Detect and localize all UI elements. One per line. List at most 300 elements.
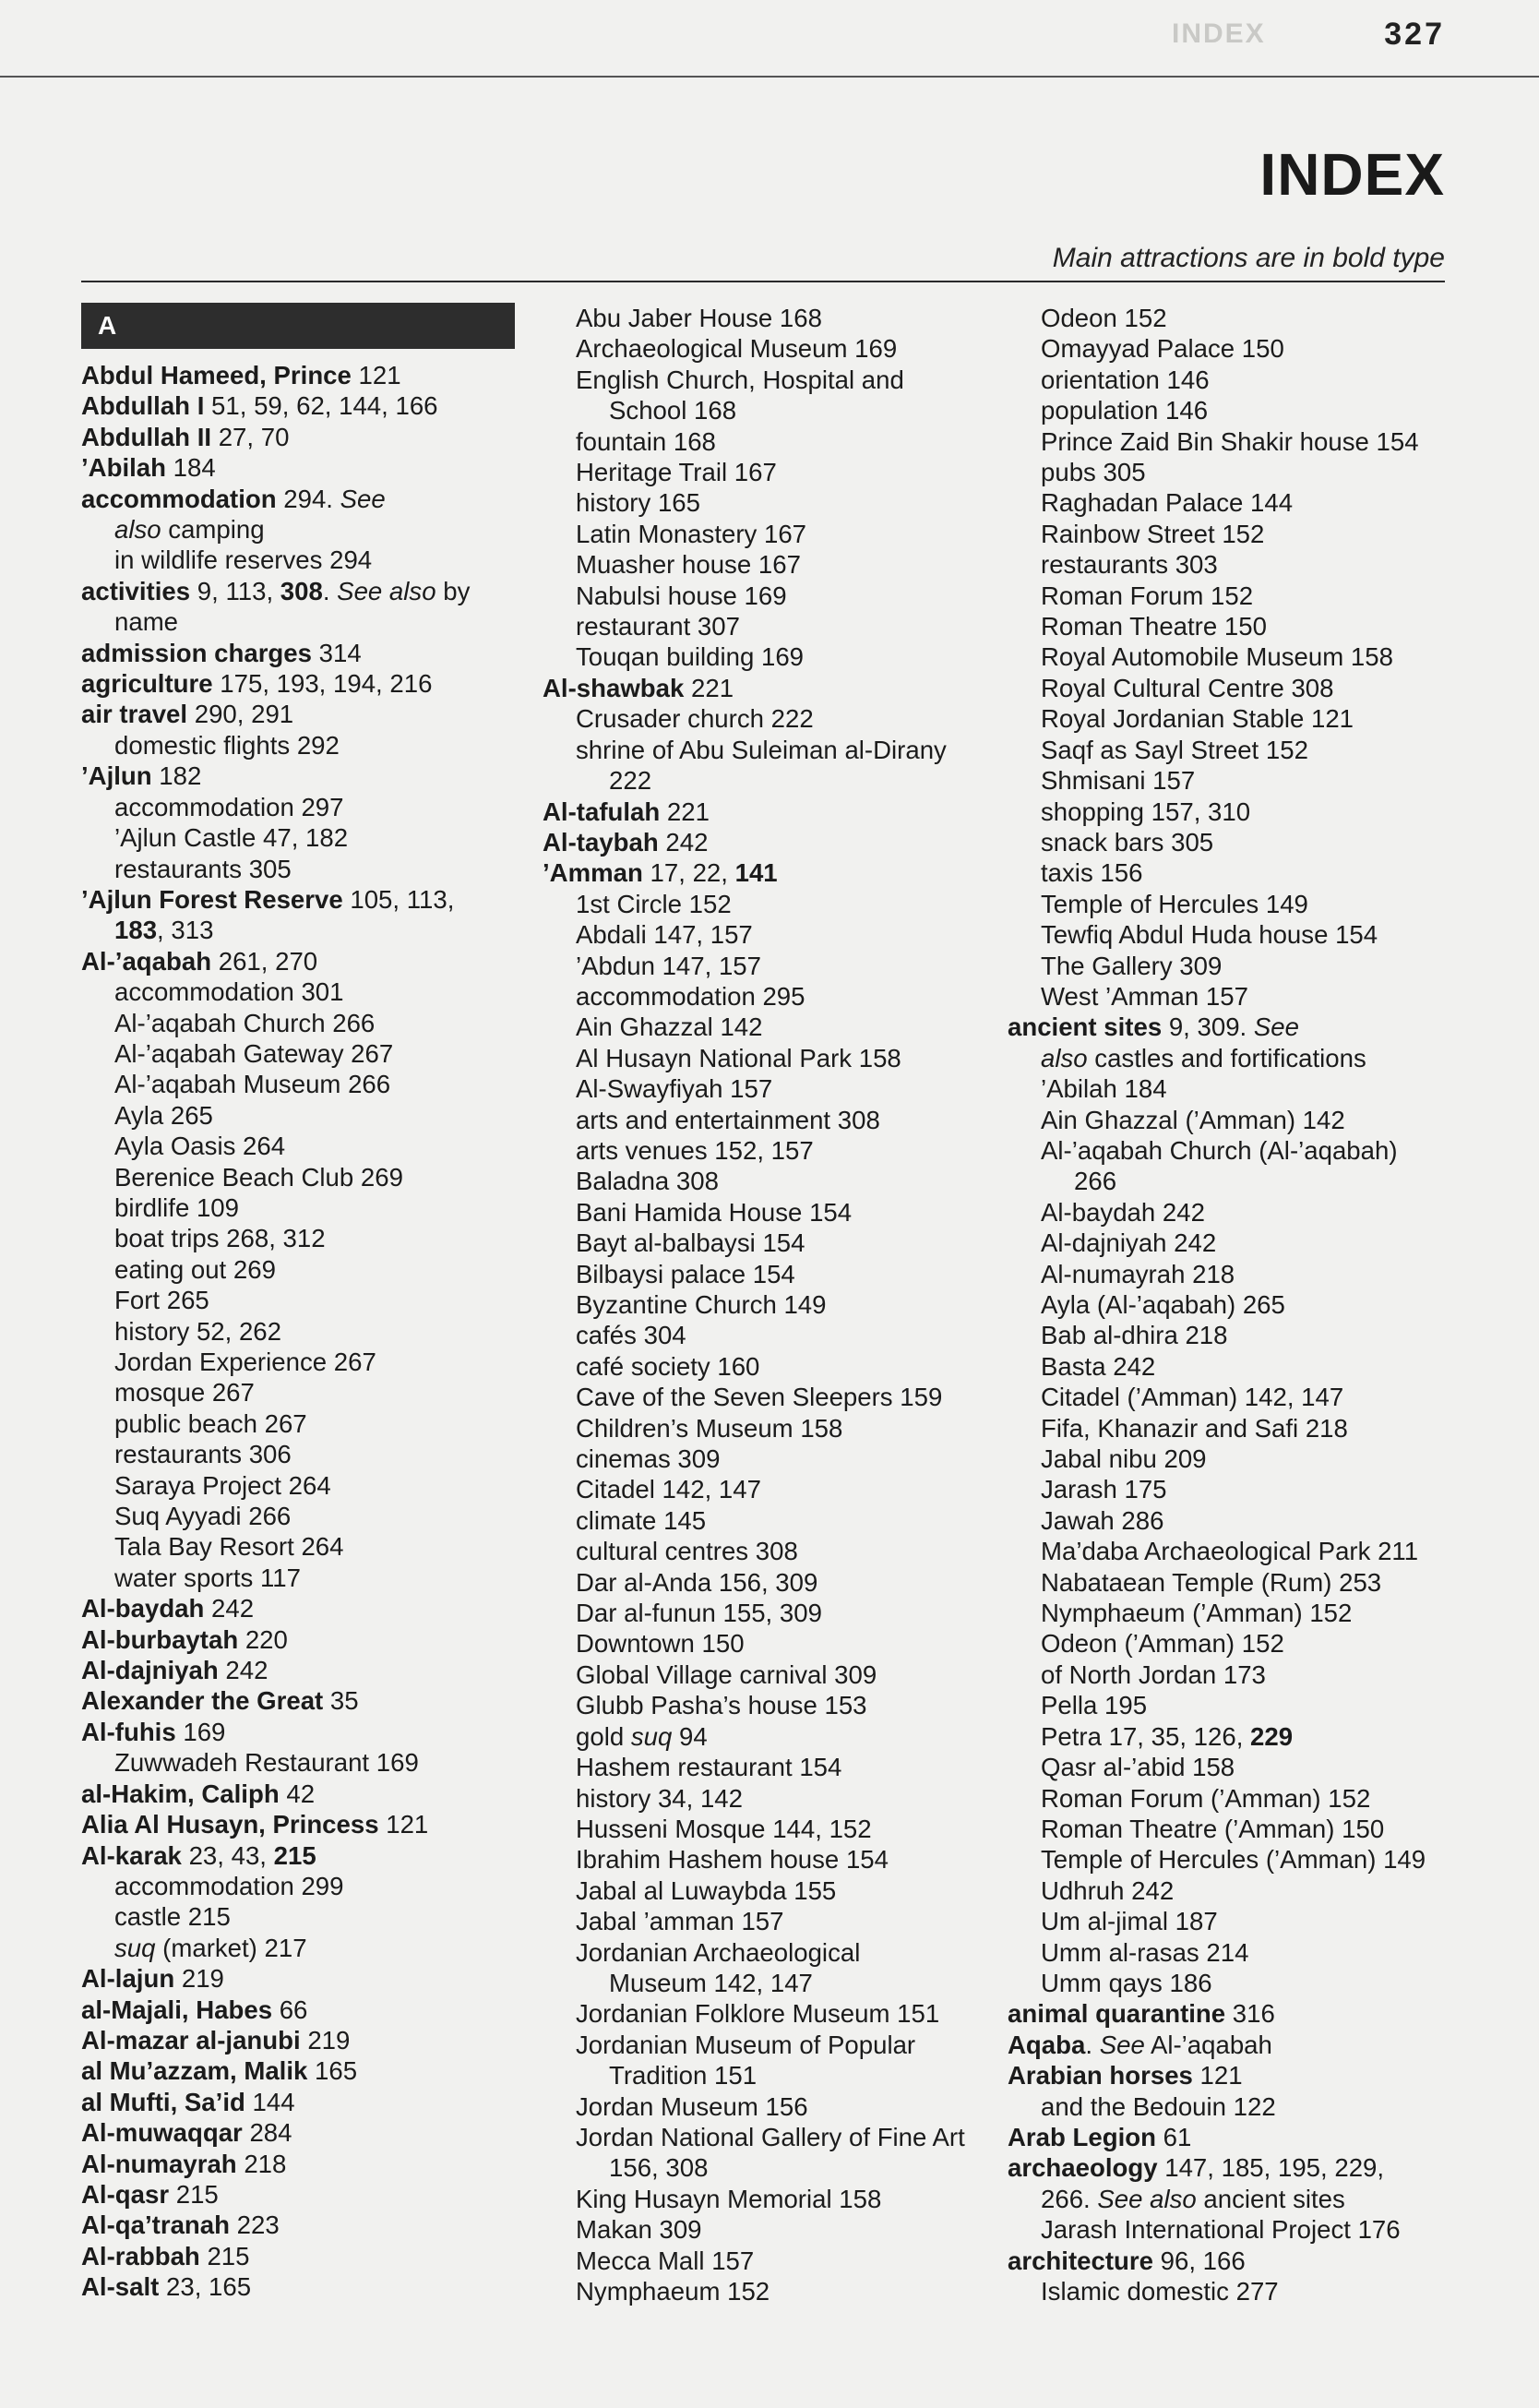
index-entry: [81, 1840, 515, 1871]
entry-text: Nymphaeum 152: [576, 2277, 770, 2306]
entry-text: Ayla 265: [114, 1100, 213, 1130]
entry-text: 147, 185, 195, 229,: [1157, 2153, 1385, 2183]
index-subentry: [1008, 765, 1450, 796]
entry-text: 314: [311, 638, 362, 667]
index-subentry: [81, 730, 515, 761]
entry-text: name: [114, 607, 179, 637]
index-subentry: [543, 426, 1004, 457]
main-page-ref: 141: [734, 858, 778, 888]
entry-text: Children’s Museum 158: [576, 1413, 843, 1443]
index-entry: [81, 484, 515, 514]
entry-text: , 313: [157, 916, 214, 945]
entry-text: Royal Jordanian Stable 121: [1041, 704, 1354, 734]
entry-text: Ain Ghazzal 142: [576, 1012, 763, 1042]
index-entry: [543, 827, 1004, 857]
entry-text: 221: [684, 673, 734, 702]
entry-text: Roman Theatre 150: [1041, 612, 1267, 641]
index-entry: [81, 668, 515, 699]
index-subentry: [543, 2246, 1004, 2276]
entry-text: 105, 113,: [342, 884, 455, 914]
italic-text: See: [340, 484, 386, 513]
index-subentry: [543, 1505, 1004, 1536]
index-subentry: [543, 611, 1004, 641]
entry-term: Al-qasr: [81, 2179, 170, 2209]
entry-text: The Gallery 309: [1041, 951, 1223, 980]
entry-text: Nabulsi house 169: [576, 581, 787, 610]
entry-text: Omayyad Palace 150: [1041, 334, 1284, 364]
entry-text: 27, 70: [211, 422, 290, 451]
entry-text: Jordanian Museum of Popular: [576, 2030, 916, 2059]
entry-text: camping: [161, 515, 265, 545]
index-subentry: [543, 2091, 1004, 2122]
index-subentry-continuation: [543, 2152, 1004, 2183]
index-subentry: [543, 2214, 1004, 2245]
index-entry: [81, 1593, 515, 1623]
index-subentry: [81, 976, 515, 1007]
index-subentry: [543, 919, 1004, 950]
entry-text: Roman Forum 152: [1041, 581, 1254, 610]
index-entry: [1008, 2152, 1450, 2183]
entry-text: 23, 165: [159, 2272, 252, 2302]
index-subentry: [543, 1351, 1004, 1382]
entry-text: Jabal ’amman 157: [576, 1907, 784, 1936]
entry-text: Roman Forum (’Amman) 152: [1041, 1783, 1371, 1813]
entry-text: Global Village carnival 309: [576, 1659, 877, 1689]
entry-text: Mecca Mall 157: [576, 2246, 755, 2275]
entry-term: al-Hakim, Caliph: [81, 1779, 280, 1808]
entry-text: 51, 59, 62, 144, 166: [204, 391, 438, 421]
index-subentry: [81, 545, 515, 575]
index-subentry: [1008, 641, 1450, 672]
entry-term: air travel: [81, 700, 188, 729]
index-subentry: [543, 333, 1004, 364]
entry-text: 156, 308: [609, 2153, 709, 2183]
entry-text: 222: [609, 766, 652, 796]
index-entry: [1008, 2060, 1450, 2091]
entry-text: castle 215: [114, 1902, 231, 1932]
index-subentry: [1008, 673, 1450, 703]
entry-text: 121: [1192, 2061, 1243, 2091]
entry-text: water sports 117: [114, 1563, 301, 1592]
top-header-bar: [0, 0, 1539, 78]
index-entry: [81, 1995, 515, 2025]
index-subentry: [543, 1721, 1004, 1752]
index-entry: [81, 1809, 515, 1839]
index-entry: [81, 2055, 515, 2086]
entry-text: Glubb Pasha’s house 153: [576, 1691, 867, 1720]
index-entry: [81, 2241, 515, 2271]
index-entry: [81, 360, 515, 390]
entry-text: 96, 166: [1152, 2246, 1246, 2275]
index-subentry: [1008, 426, 1450, 457]
index-subentry: [1008, 1259, 1450, 1289]
index-subentry: [1008, 1536, 1450, 1566]
index-entry: [81, 884, 515, 915]
entry-text: population 146: [1041, 396, 1209, 425]
entry-text: Al-dajniyah 242: [1041, 1228, 1217, 1258]
entry-text: restaurants 306: [114, 1440, 292, 1469]
italic-text: also: [114, 515, 161, 545]
entry-text: accommodation 301: [114, 977, 344, 1007]
entry-text: Al-’aqabah Gateway 267: [114, 1038, 394, 1068]
entry-text: ’Abdun 147, 157: [576, 951, 761, 980]
entry-term: Arabian horses: [1008, 2061, 1193, 2091]
index-subentry: [81, 1162, 515, 1192]
entry-text: in wildlife reserves 294: [114, 545, 373, 575]
entry-text: Jordanian Folklore Museum 151: [576, 1999, 940, 2029]
entry-text: Al-’aqabah Church (Al-’aqabah): [1041, 1135, 1398, 1165]
entry-text: Saqf as Sayl Street 152: [1041, 735, 1308, 764]
entry-text: 94: [672, 1721, 708, 1751]
entry-term: Abdullah II: [81, 422, 212, 451]
entry-text: 219: [174, 1964, 224, 1994]
entry-text: 182: [151, 761, 202, 791]
index-subentry: [1008, 919, 1450, 950]
index-subentry: [81, 1470, 515, 1501]
index-subentry: [543, 1197, 1004, 1228]
entry-term: ’Abilah: [81, 453, 166, 483]
index-subentry: [81, 1008, 515, 1038]
entry-text: King Husayn Memorial 158: [576, 2184, 882, 2213]
entry-text: Bayt al-balbaysi 154: [576, 1228, 805, 1258]
index-entry: [81, 2271, 515, 2302]
entry-text: birdlife 109: [114, 1192, 239, 1222]
index-subentry: [543, 1444, 1004, 1474]
entry-text: Fifa, Khanazir and Safi 218: [1041, 1413, 1348, 1443]
index-subentry: [1008, 519, 1450, 549]
index-subentry: [543, 303, 1004, 333]
entry-text: café society 160: [576, 1351, 760, 1381]
entry-term: Al-tafulah: [543, 797, 661, 826]
italic-text: See: [1099, 2030, 1145, 2059]
entry-text: Dar al-Anda 156, 309: [576, 1567, 818, 1597]
entry-text: shopping 157, 310: [1041, 797, 1251, 826]
index-subentry-continuation: [543, 1968, 1004, 1998]
entry-text: Roman Theatre (’Amman) 150: [1041, 1814, 1385, 1843]
entry-term: ’Ajlun Forest Reserve: [81, 884, 343, 914]
entry-text: history 165: [576, 488, 700, 518]
entry-text: Umm qays 186: [1041, 1968, 1212, 1997]
index-subentry: [1008, 1474, 1450, 1504]
entry-text: pubs 305: [1041, 458, 1146, 487]
index-subentry: [543, 581, 1004, 611]
entry-text: 175, 193, 194, 216: [212, 669, 433, 699]
index-subentry: [1008, 1505, 1450, 1536]
entry-text: 215: [169, 2179, 219, 2209]
entry-text: shrine of Abu Suleiman al-Dirany: [576, 735, 947, 764]
entry-term: ’Amman: [543, 858, 643, 888]
index-subentry: [1008, 1444, 1450, 1474]
entry-text: Al-’aqabah Museum 266: [114, 1070, 391, 1099]
entry-text: Al-’aqabah Church 266: [114, 1008, 376, 1037]
index-entry: [81, 699, 515, 729]
entry-text: Al-Swayfiyah 157: [576, 1074, 773, 1104]
entry-text: 165: [307, 2056, 358, 2086]
entry-term: activities: [81, 576, 191, 605]
index-subentry: [81, 822, 515, 853]
entry-text: 121: [378, 1810, 429, 1839]
italic-text: suq: [630, 1721, 673, 1751]
entry-text: 218: [236, 2149, 287, 2178]
index-subentry: [543, 1228, 1004, 1258]
entry-text: Ibrahim Hashem house 154: [576, 1845, 889, 1875]
index-subentry-continuation: [1008, 1166, 1450, 1196]
entry-term: Al-rabbah: [81, 2241, 200, 2270]
entry-text: Bilbaysi palace 154: [576, 1259, 795, 1288]
entry-term: Al-salt: [81, 2272, 160, 2302]
entry-text: Rainbow Street 152: [1041, 519, 1265, 548]
index-entry: [543, 857, 1004, 888]
entry-term: Alia Al Husayn, Princess: [81, 1810, 379, 1839]
entry-text: Jawah 286: [1041, 1505, 1164, 1535]
main-page-ref: 229: [1250, 1721, 1294, 1751]
entry-text: and the Bedouin 122: [1041, 2091, 1276, 2121]
section-letter-header: A: [81, 303, 515, 349]
index-entry-continuation: [81, 514, 515, 545]
index-subentry: [543, 1320, 1004, 1350]
entry-text: restaurant 307: [576, 612, 740, 641]
entry-text: School 168: [609, 396, 737, 425]
entry-text: taxis 156: [1041, 858, 1143, 888]
italic-text: also: [1041, 1043, 1088, 1072]
index-subentry: [543, 703, 1004, 734]
entry-term: Al-dajniyah: [81, 1656, 219, 1685]
entry-text: climate 145: [576, 1505, 707, 1535]
entry-text: (market) 217: [155, 1933, 307, 1962]
main-page-ref: 183: [114, 916, 158, 945]
index-subentry: [1008, 1382, 1450, 1412]
entry-text: ’Abilah 184: [1041, 1074, 1167, 1104]
entry-text: 294.: [276, 484, 340, 513]
index-subentry: [81, 1901, 515, 1932]
index-subentry: [1008, 1814, 1450, 1844]
index-entry: [81, 2117, 515, 2148]
entry-term: Al-mazar al-janubi: [81, 2025, 301, 2055]
index-entry: [81, 452, 515, 483]
entry-text: fountain 168: [576, 426, 716, 456]
index-column-1: [81, 303, 515, 2303]
entry-term: Al-qa’tranah: [81, 2210, 230, 2240]
entry-text: 35: [323, 1686, 359, 1716]
entry-text: Jordan Experience 267: [114, 1348, 376, 1376]
index-subentry: [1008, 1906, 1450, 1936]
entry-text: English Church, Hospital and: [576, 365, 904, 394]
index-subentry: [1008, 303, 1450, 333]
main-page-ref: 308: [280, 576, 323, 605]
entry-term: Al-numayrah: [81, 2149, 237, 2178]
index-entry: [81, 2210, 515, 2240]
entry-text: public beach 267: [114, 1408, 307, 1438]
index-subentry: [543, 1012, 1004, 1042]
italic-text: See: [1253, 1012, 1299, 1042]
index-entry: [543, 797, 1004, 827]
index-subentry: [81, 1501, 515, 1531]
entry-text: 284: [242, 2118, 292, 2148]
index-entry: [81, 1624, 515, 1655]
entry-text: Nymphaeum (’Amman) 152: [1041, 1599, 1353, 1628]
index-subentry: [543, 1937, 1004, 1968]
index-entry: [81, 638, 515, 668]
index-subentry: [1008, 735, 1450, 765]
index-subentry: [1008, 1752, 1450, 1782]
index-subentry: [1008, 581, 1450, 611]
index-subentry: [1008, 1844, 1450, 1875]
entry-text: Jarash 175: [1041, 1475, 1167, 1504]
index-subentry: [1008, 1598, 1450, 1628]
entry-text: Ayla (Al-’aqabah) 265: [1041, 1290, 1285, 1319]
main-page-ref: 215: [273, 1840, 316, 1870]
index-subentry: [1008, 889, 1450, 919]
entry-text: 42: [279, 1779, 316, 1808]
index-subentry: [543, 2276, 1004, 2306]
entry-text: accommodation 297: [114, 792, 344, 821]
index-subentry: [1008, 1567, 1450, 1598]
entry-term: Al-karak: [81, 1840, 182, 1870]
index-entry: [81, 422, 515, 452]
entry-term: Al-taybah: [543, 827, 659, 857]
entry-text: 261, 270: [211, 946, 318, 976]
entry-text: Jordanian Archaeological: [576, 1937, 861, 1967]
italic-text: suq: [114, 1933, 156, 1962]
index-subentry: [1008, 2091, 1450, 2122]
index-subentry: [543, 1998, 1004, 2029]
page-subtitle: Main attractions are in bold type: [1052, 243, 1445, 273]
entry-text: 9, 113,: [190, 576, 280, 605]
index-subentry-continuation: [543, 2060, 1004, 2091]
entry-term: ’Ajlun: [81, 761, 152, 791]
entry-text: 316: [1225, 1999, 1275, 2029]
index-entry: [81, 2025, 515, 2055]
page-number: 327: [1384, 17, 1445, 52]
index-subentry: [1008, 857, 1450, 888]
entry-term: Al-lajun: [81, 1964, 175, 1994]
entry-text: West ’Amman 157: [1041, 981, 1248, 1011]
index-subentry: [543, 641, 1004, 672]
entry-text: 17, 22,: [642, 858, 735, 888]
entry-text: snack bars 305: [1041, 827, 1214, 857]
index-subentry: [81, 1408, 515, 1439]
index-entry: [1008, 2246, 1450, 2276]
index-subentry: [1008, 1690, 1450, 1720]
entry-text: castles and fortifications: [1087, 1043, 1366, 1072]
entry-term: Al-’aqabah: [81, 946, 212, 976]
index-subentry: [543, 1844, 1004, 1875]
entry-text: Suq Ayyadi 266: [114, 1502, 292, 1531]
index-subentry: [1008, 1351, 1450, 1382]
index-subentry: [1008, 703, 1450, 734]
entry-text: 23, 43,: [181, 1840, 274, 1870]
index-subentry: [1008, 1875, 1450, 1906]
index-subentry: [543, 951, 1004, 981]
index-subentry: [1008, 2214, 1450, 2245]
entry-term: admission charges: [81, 638, 312, 667]
index-entry: [81, 946, 515, 976]
index-subentry: [1008, 1783, 1450, 1814]
entry-text: Pella 195: [1041, 1691, 1148, 1720]
index-subentry: [543, 1659, 1004, 1690]
index-subentry: [543, 1814, 1004, 1844]
entry-text: Bani Hamida House 154: [576, 1197, 853, 1227]
entry-term: Al-muwaqqar: [81, 2118, 243, 2148]
index-subentry: [543, 1628, 1004, 1659]
entry-text: restaurants 305: [114, 854, 292, 883]
index-subentry: [81, 1100, 515, 1131]
entry-text: 220: [238, 1624, 288, 1654]
entry-text: restaurants 303: [1041, 550, 1218, 580]
index-subentry: [1008, 827, 1450, 857]
index-subentry-continuation: [543, 765, 1004, 796]
index-subentry: [81, 854, 515, 884]
index-subentry: [1008, 487, 1450, 518]
index-entry: [1008, 1012, 1450, 1042]
index-subentry: [543, 1536, 1004, 1566]
index-subentry: [1008, 1073, 1450, 1104]
entry-text: Citadel 142, 147: [576, 1475, 761, 1504]
entry-text: 242: [218, 1656, 268, 1685]
entry-text: Qasr al-’abid 158: [1041, 1753, 1235, 1782]
page-title: INDEX: [1259, 141, 1445, 208]
index-entry: [81, 761, 515, 791]
entry-text: Makan 309: [576, 2215, 702, 2245]
index-subentry: [543, 1043, 1004, 1073]
index-subentry: [81, 1747, 515, 1778]
entry-text: Shmisani 157: [1041, 766, 1196, 796]
index-entry: [1008, 2122, 1450, 2152]
entry-text: Muasher house 167: [576, 550, 801, 580]
entry-text: Jarash International Project 176: [1041, 2215, 1401, 2245]
entry-text: accommodation 299: [114, 1871, 344, 1900]
index-subentry: [543, 1166, 1004, 1196]
entry-term: al-Majali, Habes: [81, 1995, 273, 2024]
entry-text: Heritage Trail 167: [576, 458, 777, 487]
index-subentry: [81, 1871, 515, 1901]
entry-text: 242: [658, 827, 709, 857]
index-subentry: [1008, 1659, 1450, 1690]
entry-text: 121: [351, 361, 401, 389]
entry-text: Downtown 150: [576, 1629, 745, 1659]
entry-text: 184: [165, 453, 216, 483]
entry-text: Nabataean Temple (Rum) 253: [1041, 1567, 1382, 1597]
entry-text: Byzantine Church 149: [576, 1290, 827, 1319]
entry-term: Alexander the Great: [81, 1686, 324, 1716]
entry-term: Aqaba: [1008, 2030, 1086, 2059]
index-subentry: [81, 1038, 515, 1069]
entry-text: history 52, 262: [114, 1316, 282, 1346]
entry-text: 223: [229, 2210, 280, 2240]
index-subentry: [1008, 1937, 1450, 1968]
entry-text: Bab al-dhira 218: [1041, 1321, 1228, 1350]
entry-text: orientation 146: [1041, 365, 1210, 394]
index-entry: [81, 1963, 515, 1994]
entry-text: Crusader church 222: [576, 704, 814, 734]
entry-term: Abdullah I: [81, 391, 205, 421]
entry-text: Ayla Oasis 264: [114, 1132, 286, 1161]
index-column-2: [543, 303, 1004, 2306]
entry-term: archaeology: [1008, 2153, 1158, 2183]
entry-text: Husseni Mosque 144, 152: [576, 1814, 872, 1843]
entry-text: by: [435, 576, 471, 605]
entry-text: 144: [245, 2087, 295, 2116]
entry-term: architecture: [1008, 2246, 1153, 2275]
index-subentry: [1008, 365, 1450, 395]
index-entry-continuation: [1008, 1043, 1450, 1073]
index-entry: [81, 2149, 515, 2179]
entry-text: Jordan National Gallery of Fine Art: [576, 2122, 965, 2151]
entry-term: Al-shawbak: [543, 673, 685, 702]
entry-text: Islamic domestic 277: [1041, 2277, 1279, 2306]
entry-text: Hashem restaurant 154: [576, 1753, 842, 1782]
entry-text: 61: [1155, 2122, 1192, 2151]
